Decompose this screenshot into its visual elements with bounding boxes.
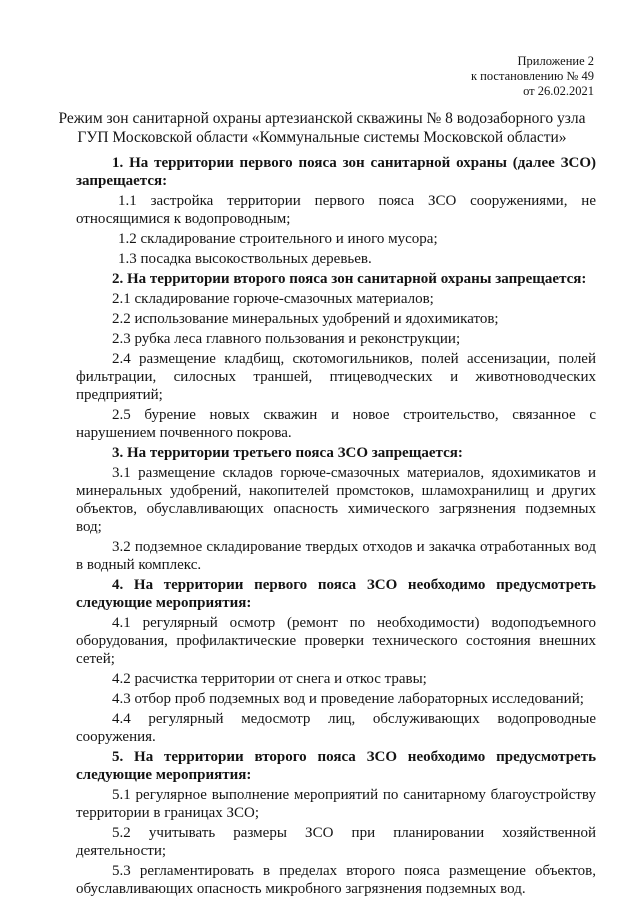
document-body xyxy=(76,153,596,900)
item-4-1: 4.1 регулярный осмотр (ремонт по необходимости) водоподъемного оборудования, профилактические проверки технического состояния внешних сетей; xyxy=(76,615,596,667)
section-1-heading: 1. На территории первого пояса зон санитарной охраны (далее ЗСО) запрещается: xyxy=(76,155,596,189)
item-5-1: 5.1 регулярное выполнение мероприятий по санитарному благоустройству территории в границах ЗСО; xyxy=(76,787,596,821)
item-5-2: 5.2 учитывать размеры ЗСО при планировании хозяйственной деятельности; xyxy=(76,825,596,859)
appendix-reference xyxy=(471,54,594,99)
document-title xyxy=(50,109,594,147)
item-2-4: 2.4 размещение кладбищ, скотомогильников, полей ассенизации, полей фильтрации, силосных траншей, птицеводческих и животноводческих предприятий; xyxy=(76,351,596,403)
title-line-1: Режим зон санитарной охраны артезианской скважины № 8 водозаборного узла xyxy=(58,110,586,127)
item-2-1: 2.1 складирование горюче-смазочных материалов; xyxy=(112,291,434,307)
item-5-3: 5.3 регламентировать в пределах второго пояса размещение объектов, обуславливающих опасность микробного загрязнения подземных вод. xyxy=(76,863,596,897)
appendix-number: Приложение 2 xyxy=(517,54,594,68)
item-2-2: 2.2 использование минеральных удобрений и ядохимикатов; xyxy=(112,311,499,327)
appendix-date: от 26.02.2021 xyxy=(523,84,594,98)
item-2-5: 2.5 бурение новых скважин и новое строительство, связанное с нарушением почвенного покрова. xyxy=(76,407,596,441)
item-4-3: 4.3 отбор проб подземных вод и проведение лабораторных исследований; xyxy=(112,691,584,707)
item-1-1: 1.1 застройка территории первого пояса ЗСО сооружениями, не относящимися к водопроводным; xyxy=(76,193,596,227)
appendix-resolution: к постановлению № 49 xyxy=(470,69,594,83)
section-2-heading: 2. На территории второго пояса зон санитарной охраны запрещается: xyxy=(112,271,587,287)
item-4-4: 4.4 регулярный медосмотр лиц, обслуживающих водопроводные сооружения. xyxy=(76,711,596,745)
section-3-heading: 3. На территории третьего пояса ЗСО запрещается: xyxy=(112,445,463,461)
section-4-heading: 4. На территории первого пояса ЗСО необходимо предусмотреть следующие мероприятия: xyxy=(76,577,596,611)
item-3-2: 3.2 подземное складирование твердых отходов и закачка отработанных вод в водный комплекс. xyxy=(76,539,596,573)
item-1-3: 1.3 посадка высокоствольных деревьев. xyxy=(118,251,372,267)
section-5-heading: 5. На территории второго пояса ЗСО необходимо предусмотреть следующие мероприятия: xyxy=(76,749,596,783)
item-1-2: 1.2 складирование строительного и иного мусора; xyxy=(118,231,438,247)
item-3-1: 3.1 размещение складов горюче-смазочных материалов, ядохимикатов и минеральных удобрений, накопителей промстоков, шламохранилищ и других объектов, обуславливающих опасность химического загрязнения подземных вод; xyxy=(76,465,596,535)
item-4-2: 4.2 расчистка территории от снега и откос травы; xyxy=(112,671,427,687)
item-2-3: 2.3 рубка леса главного пользования и реконструкции; xyxy=(112,331,461,347)
title-line-2: ГУП Московской области «Коммунальные системы Московской области» xyxy=(77,129,567,146)
